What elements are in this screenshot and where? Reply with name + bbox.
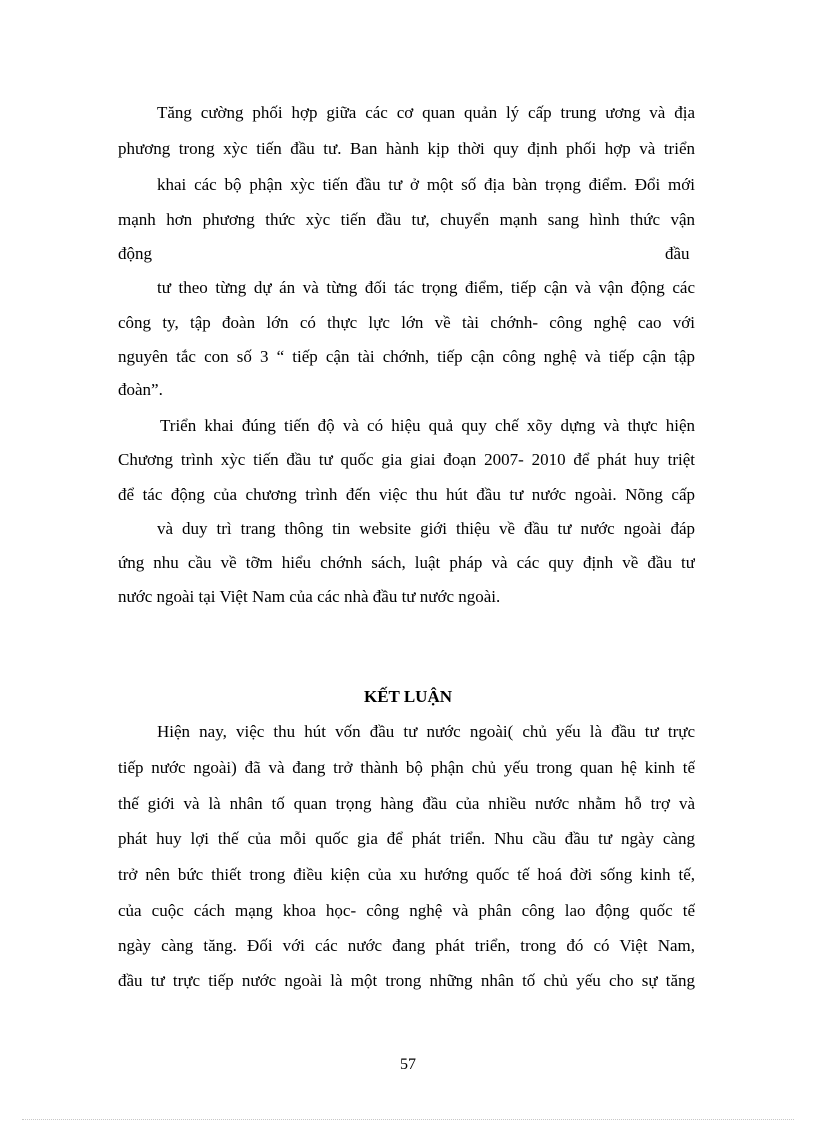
conclusion-heading: KẾT LUẬN bbox=[363, 687, 452, 706]
paragraph-2-line-3: để tác động của chương trình đến việc thu hút đầu tư nước ngoài. Nõng cấp bbox=[118, 485, 695, 504]
conclusion-line-7: ngày càng tăng. Đối với các nước đang phát triển, trong đó có Việt Nam, bbox=[118, 936, 695, 955]
paragraph-1-line-3: khai các bộ phận xỳc tiến đầu tư ở một số địa bàn trọng điểm. Đổi mới bbox=[157, 175, 695, 194]
conclusion-line-1: Hiện nay, việc thu hút vốn đầu tư nước ngoài( chủ yếu là đầu tư trực bbox=[157, 722, 695, 741]
page-bottom-rule bbox=[22, 1119, 794, 1120]
conclusion-line-4: phát huy lợi thế của mỗi quốc gia để phát triển. Nhu cầu đầu tư ngày càng bbox=[118, 829, 695, 848]
paragraph-1-line-2: phương trong xỳc tiến đầu tư. Ban hành kịp thời quy định phối hợp và triển bbox=[118, 139, 695, 158]
paragraph-2-line-6: nước ngoài tại Việt Nam của các nhà đầu tư nước ngoài. bbox=[118, 587, 501, 606]
paragraph-1-line-6: tư theo từng dự án và từng đối tác trọng điểm, tiếp cận và vận động các bbox=[157, 278, 695, 297]
paragraph-1-line-5b: đầu bbox=[665, 244, 690, 263]
paragraph-1-line-1: Tăng cường phối hợp giữa các cơ quan quản lý cấp trung ương và địa bbox=[157, 103, 695, 122]
paragraph-1-line-8: nguyên tắc con số 3 “ tiếp cận tài chớnh, tiếp cận công nghệ và tiếp cận tập bbox=[118, 347, 695, 366]
conclusion-line-2: tiếp nước ngoài) đã và đang trở thành bộ phận chủ yếu trong quan hệ kinh tế bbox=[118, 758, 695, 777]
paragraph-1-line-4: mạnh hơn phương thức xỳc tiến đầu tư, chuyển mạnh sang hình thức vận bbox=[118, 210, 695, 229]
conclusion-line-8: đầu tư trực tiếp nước ngoài là một trong những nhân tố chủ yếu cho sự tăng bbox=[118, 971, 695, 990]
paragraph-1-line-5a: động bbox=[118, 244, 152, 263]
page-number: 57 bbox=[400, 1056, 416, 1073]
paragraph-1-line-7: công ty, tập đoàn lớn có thực lực lớn về tài chớnh- công nghệ cao với bbox=[118, 313, 695, 332]
conclusion-line-5: trở nên bức thiết trong điều kiện của xu hướng quốc tế hoá đời sống kinh tế, bbox=[118, 865, 695, 884]
paragraph-1-line-9: đoàn”. bbox=[118, 380, 163, 399]
paragraph-2-line-4: và duy trì trang thông tin website giới thiệu về đầu tư nước ngoài đáp bbox=[157, 519, 695, 538]
paragraph-2-line-1: Triển khai đúng tiến độ và có hiệu quả quy chế xõy dựng và thực hiện bbox=[160, 416, 695, 435]
conclusion-line-3: thế giới và là nhân tố quan trọng hàng đầu của nhiều nước nhằm hỗ trợ và bbox=[118, 794, 695, 813]
conclusion-line-6: của cuộc cách mạng khoa học- công nghệ và phân công lao động quốc tế bbox=[118, 901, 695, 920]
paragraph-2-line-5: ứng nhu cầu về tỡm hiểu chớnh sách, luật pháp và các quy định về đầu tư bbox=[118, 553, 695, 572]
paragraph-2-line-2: Chương trình xỳc tiến đầu tư quốc gia giai đoạn 2007- 2010 để phát huy triệt bbox=[118, 450, 695, 469]
